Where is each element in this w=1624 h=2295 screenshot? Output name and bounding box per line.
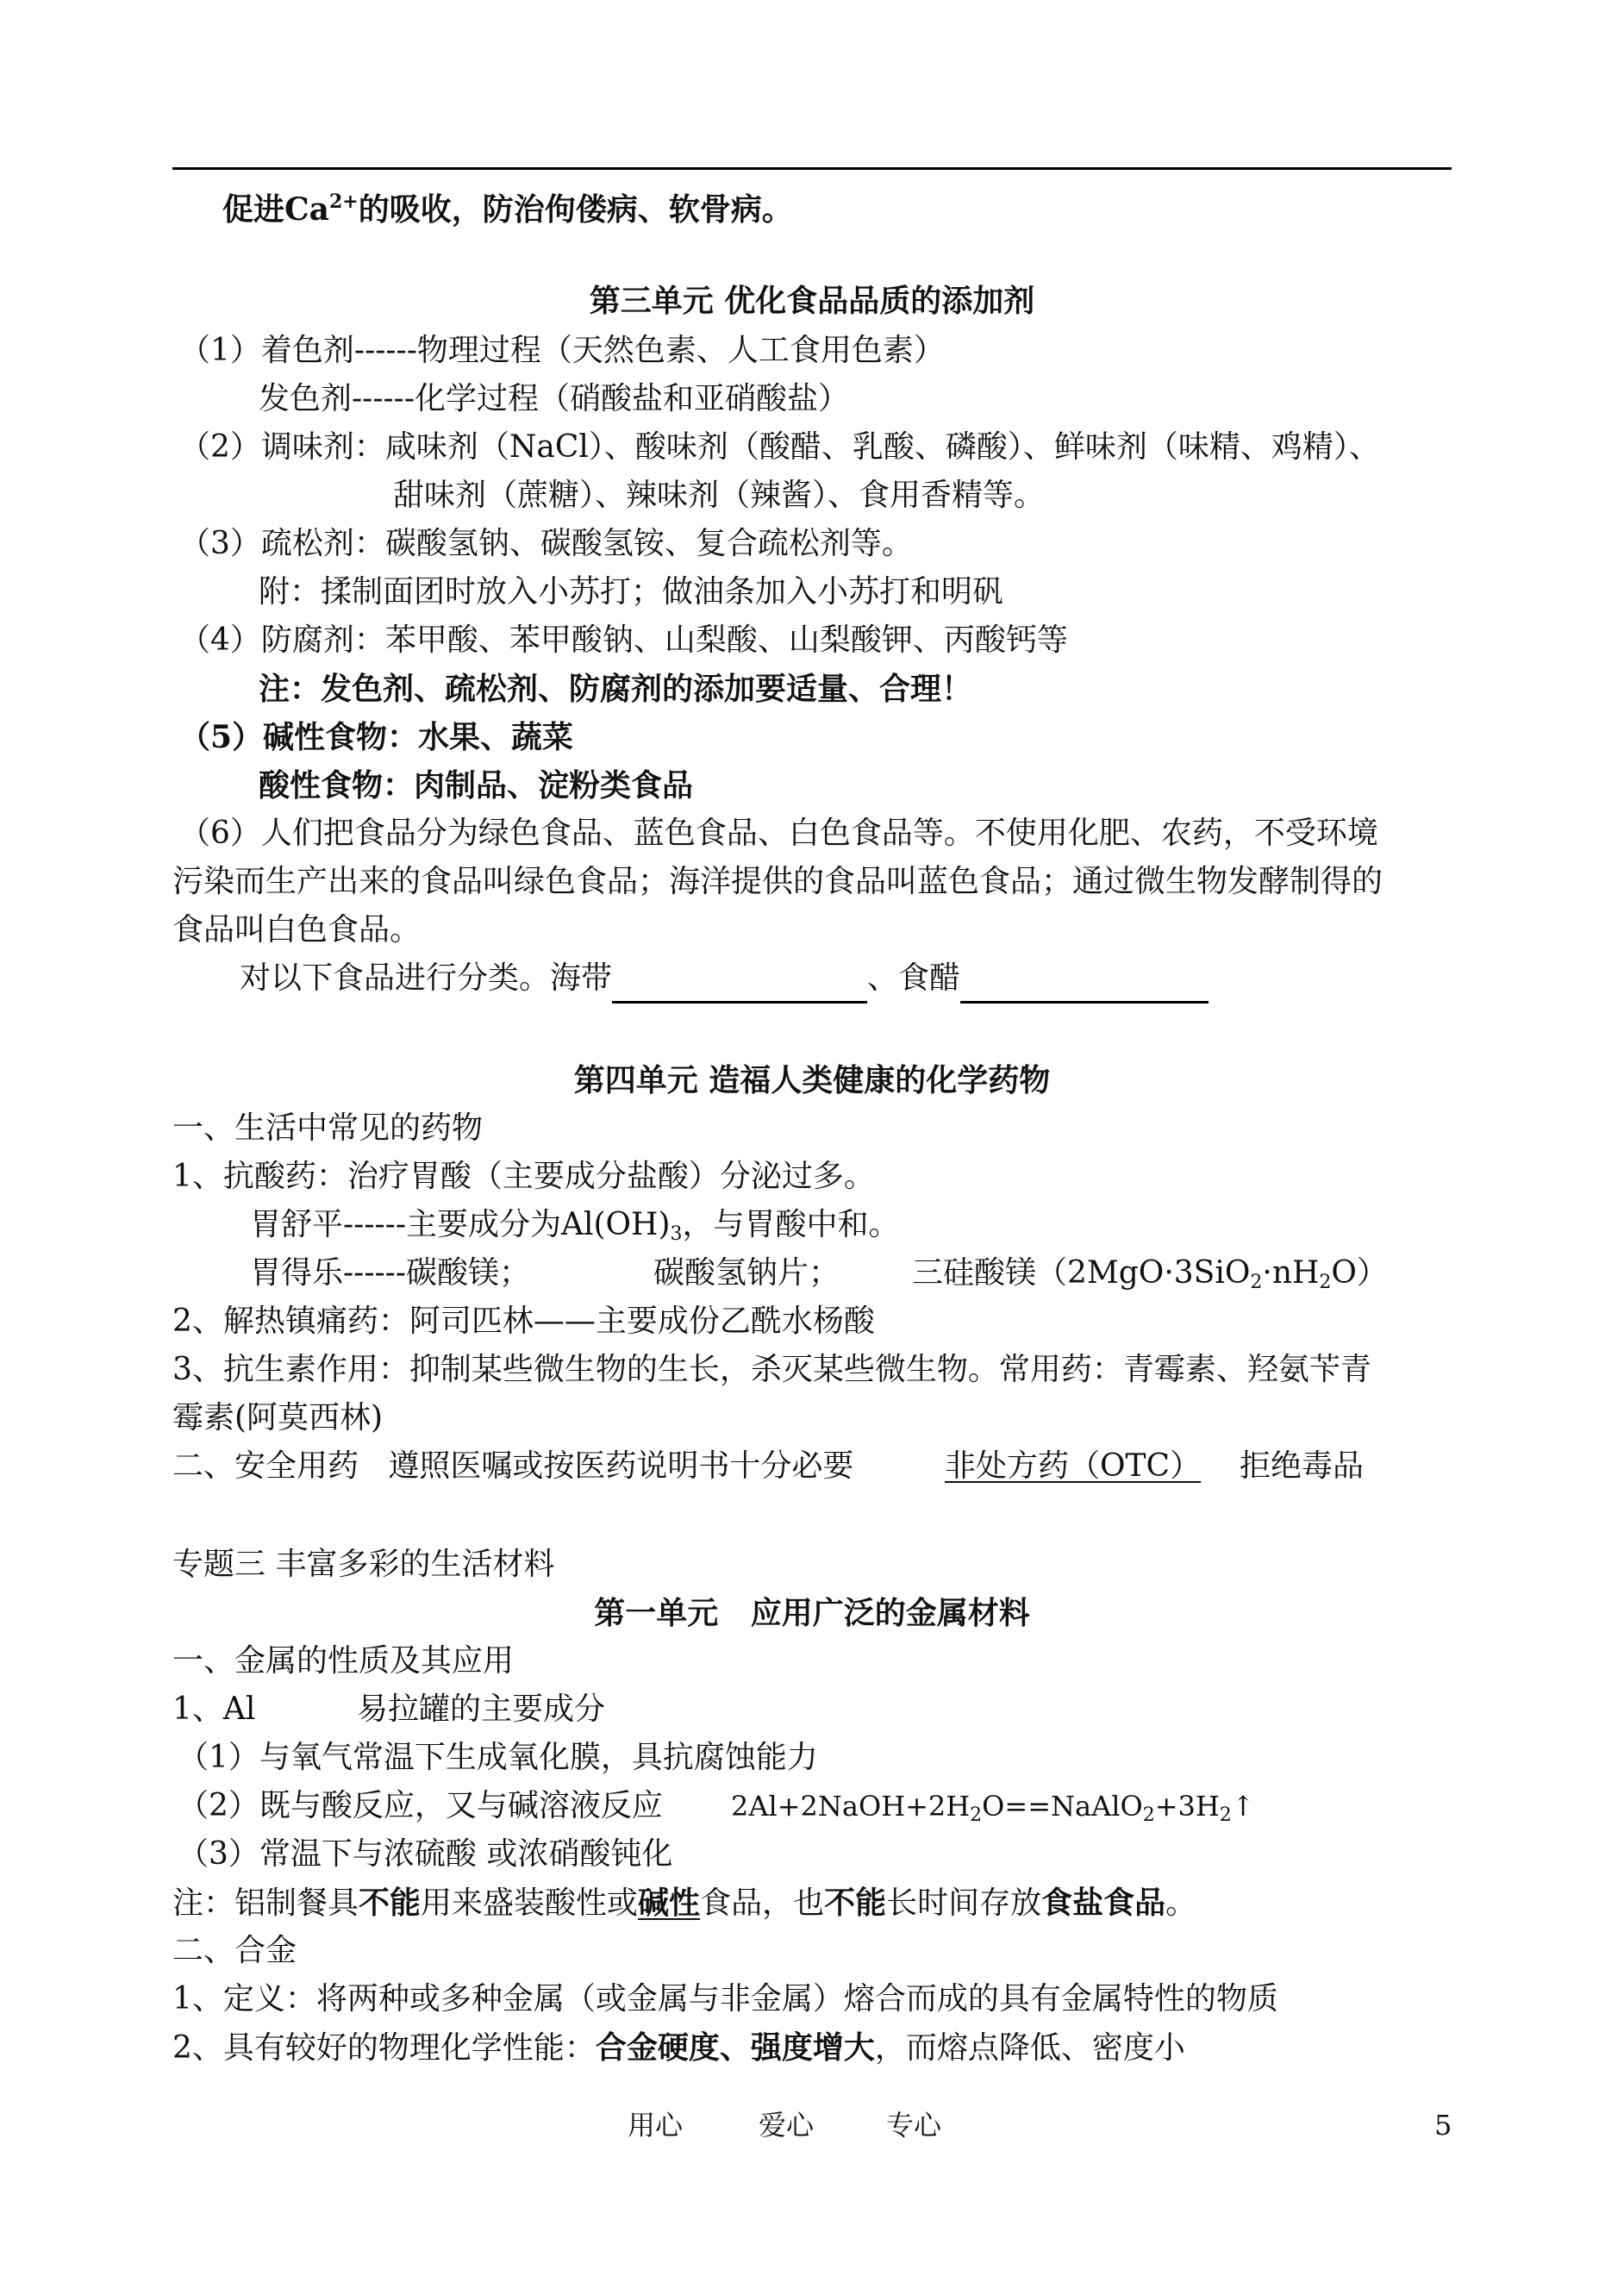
topic3-unit1-title: 第一单元 应用广泛的金属材料 bbox=[594, 1595, 1030, 1631]
unit4-line-5: 2、解热镇痛药：阿司匹林——主要成份乙酰水杨酸 bbox=[172, 1304, 875, 1339]
unit4-line-8: 二、安全用药 遵照医嘱或按医药说明书十分必要 bbox=[172, 1448, 854, 1484]
unit3-line-3: （2）调味剂：咸味剂（NaCl）、酸味剂（酸醋、乳酸、磷酸）、鲜味剂（味精、鸡精）、 bbox=[179, 429, 1380, 465]
unit3-line-10: 酸性食物：肉制品、淀粉类食品 bbox=[259, 767, 694, 804]
unit3-line-9: （5）碱性食物：水果、蔬菜 bbox=[179, 719, 574, 755]
topic3-line-8: 1、定义：将两种或多种金属（或金属与非金属）熔合而成的具有金属特性的物质 bbox=[172, 1981, 1278, 2017]
unit3-line-11: （6）人们把食品分为绿色食品、蓝色食品、白色食品等。不使用化肥、农药，不受环境 bbox=[179, 816, 1378, 851]
unit4-line-3: 胃舒平------主要成分为$Al(OH)_3$，与胃酸中和。 bbox=[250, 1207, 900, 1245]
topic3-line-2a: 1、Al bbox=[172, 1692, 256, 1727]
topic3-line-3: （1）与氧气常温下生成氧化膜，具抗腐蚀能力 bbox=[178, 1740, 818, 1775]
unit4-line-6: 3、抗生素作用：抑制某些微生物的生长，杀灭某些微生物。常用药：青霉素、羟氨苄青 bbox=[172, 1352, 1371, 1387]
al-naoh-equation: $2Al+2NaOH+2H_2O==NaAlO_2+3H_2↑$ bbox=[731, 1790, 1255, 1826]
unit3-line-6: 附：揉制面团时放入小苏打；做油条加入小苏打和明矾 bbox=[259, 574, 1004, 610]
unit3-line-1: （1）着色剂------物理过程（天然色素、人工食用色素） bbox=[179, 333, 945, 368]
footer-aixin: 爱心 bbox=[759, 2109, 815, 2142]
unit4-line-7: 霉素(阿莫西林) bbox=[172, 1400, 384, 1435]
topic3-line-7: 二、合金 bbox=[172, 1933, 297, 1968]
unit3-line-12: 污染而生产出来的食品叫绿色食品；海洋提供的食品叫蓝色食品；通过微生物发酵制得的 bbox=[172, 864, 1384, 899]
unit4-line-1: 一、生活中常见的药物 bbox=[172, 1110, 484, 1146]
vinegar-blank[interactable] bbox=[960, 966, 1209, 1004]
footer-zhuanxin: 专心 bbox=[886, 2109, 942, 2142]
topic3-line-9: 2、具有较好的物理化学性能：合金硬度、强度增大，而熔点降低、密度小 bbox=[172, 2029, 1185, 2066]
unit3-note: 注：发色剂、疏松剂、防腐剂的添加要适量、合理！ bbox=[259, 671, 973, 707]
unit4-title: 第四单元 造福人类健康的化学药物 bbox=[573, 1062, 1051, 1098]
unit3-line-2: 发色剂------化学过程（硝酸盐和亚硝酸盐） bbox=[259, 381, 849, 416]
topic3-line-1: 一、金属的性质及其应用 bbox=[172, 1643, 515, 1679]
topic3-line-2b: 易拉罐的主要成分 bbox=[357, 1692, 606, 1727]
header-rule bbox=[172, 167, 1452, 170]
topic3-line-4: （2）既与酸反应，又与碱溶液反应 bbox=[178, 1788, 663, 1823]
unit4-line-4: 胃得乐------碳酸镁； bbox=[250, 1255, 530, 1291]
intro-line: 促进$Ca^{2+}$的吸收，防治佝偻病、软骨病。 bbox=[222, 191, 793, 228]
unit3-line-7: （4）防腐剂：苯甲酸、苯甲酸钠、山梨酸、山梨酸钾、丙酸钙等 bbox=[179, 622, 1068, 658]
unit4-line-2: 1、抗酸药：治疗胃酸（主要成分盐酸）分泌过多。 bbox=[172, 1159, 875, 1194]
topic3-title: 专题三 丰富多彩的生活材料 bbox=[172, 1547, 555, 1582]
seaweed-blank[interactable] bbox=[612, 966, 867, 1004]
footer-yongxin: 用心 bbox=[628, 2109, 684, 2142]
page-number: 5 bbox=[1434, 2109, 1452, 2142]
unit3-classify-line: 对以下食品进行分类。海带 、食醋 bbox=[240, 954, 1209, 1004]
unit3-line-4: 甜味剂（蔗糖）、辣味剂（辣酱）、食用香精等。 bbox=[393, 478, 1046, 513]
unit4-line-4c: 三硅酸镁$(2MgO\cdot 3SiO_2\cdot nH_2O)$ bbox=[912, 1255, 1388, 1293]
unit3-title: 第三单元 优化食品品质的添加剂 bbox=[589, 283, 1035, 319]
unit3-line-5: （3）疏松剂：碳酸氢钠、碳酸氢铵、复合疏松剂等。 bbox=[179, 526, 913, 561]
refuse-drugs-label: 拒绝毒品 bbox=[1240, 1448, 1365, 1484]
unit4-line-4b: 碳酸氢钠片； bbox=[653, 1255, 840, 1291]
topic3-line-5: （3）常温下与浓硫酸 或浓硝酸钝化 bbox=[178, 1836, 673, 1872]
unit3-line-13: 食品叫白色食品。 bbox=[172, 912, 422, 947]
otc-label: 非处方药（OTC） bbox=[945, 1448, 1202, 1484]
topic3-line-6: 注：铝制餐具不能用来盛装酸性或碱性食品，也不能长时间存放食盐食品。 bbox=[172, 1885, 1197, 1921]
